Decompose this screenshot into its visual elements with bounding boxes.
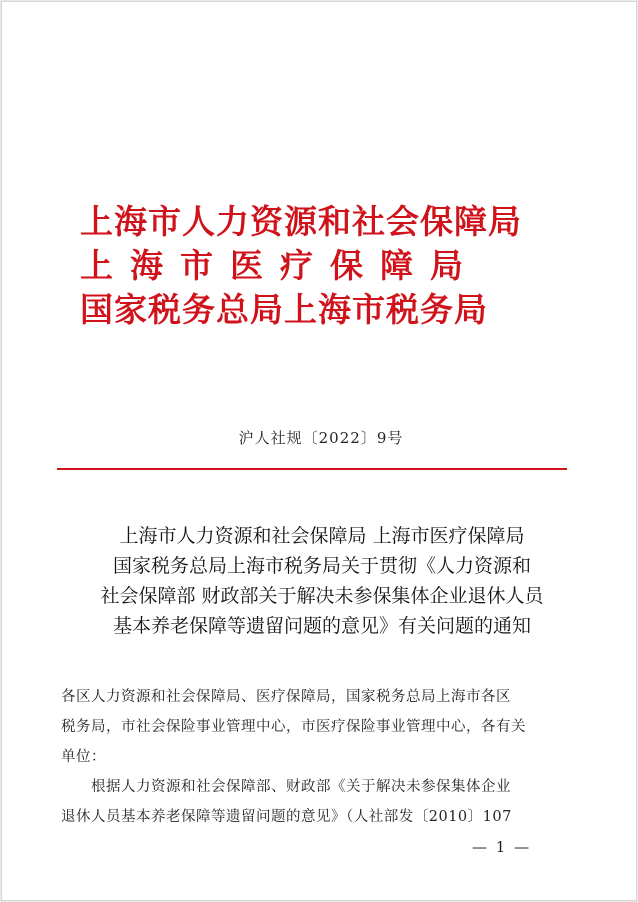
- recipients-line: 税务局，市社会保险事业管理中心，市医疗保险事业管理中心，各有关: [61, 719, 526, 735]
- page-number: — 1 —: [472, 838, 532, 856]
- issuer-medical-security-bureau: 上海市医疗保障局: [80, 246, 480, 285]
- document-title: [62, 521, 582, 641]
- document-number: 沪人社规〔2022〕9号: [238, 429, 404, 447]
- paragraph-line: 退休人员基本养老保障等遗留问题的意见》（人社部发〔2010〕107: [61, 809, 512, 825]
- issuer-hrss-bureau: 上海市人力资源和社会保障局: [80, 202, 522, 241]
- title-line: 国家税务总局上海市税务局关于贯彻《人力资源和: [112, 555, 531, 577]
- recipients-line: 各区人力资源和社会保障局、医疗保障局，国家税务总局上海市各区: [61, 689, 511, 705]
- issuer-block: [80, 200, 560, 332]
- title-line: 上海市人力资源和社会保障局 上海市医疗保障局: [119, 525, 525, 547]
- recipients-line: 单位：: [61, 749, 106, 765]
- red-divider-line: [57, 468, 567, 470]
- paragraph-line: 根据人力资源和社会保障部、财政部《关于解决未参保集体企业: [91, 779, 511, 795]
- title-line: 基本养老保障等遗留问题的意见》有关问题的通知: [112, 615, 531, 637]
- issuer-tax-bureau: 国家税务总局上海市税务局: [80, 290, 488, 329]
- title-line: 社会保障部 财政部关于解决未参保集体企业退休人员: [100, 585, 544, 607]
- document-body: [61, 682, 581, 832]
- document-page: [2, 2, 636, 900]
